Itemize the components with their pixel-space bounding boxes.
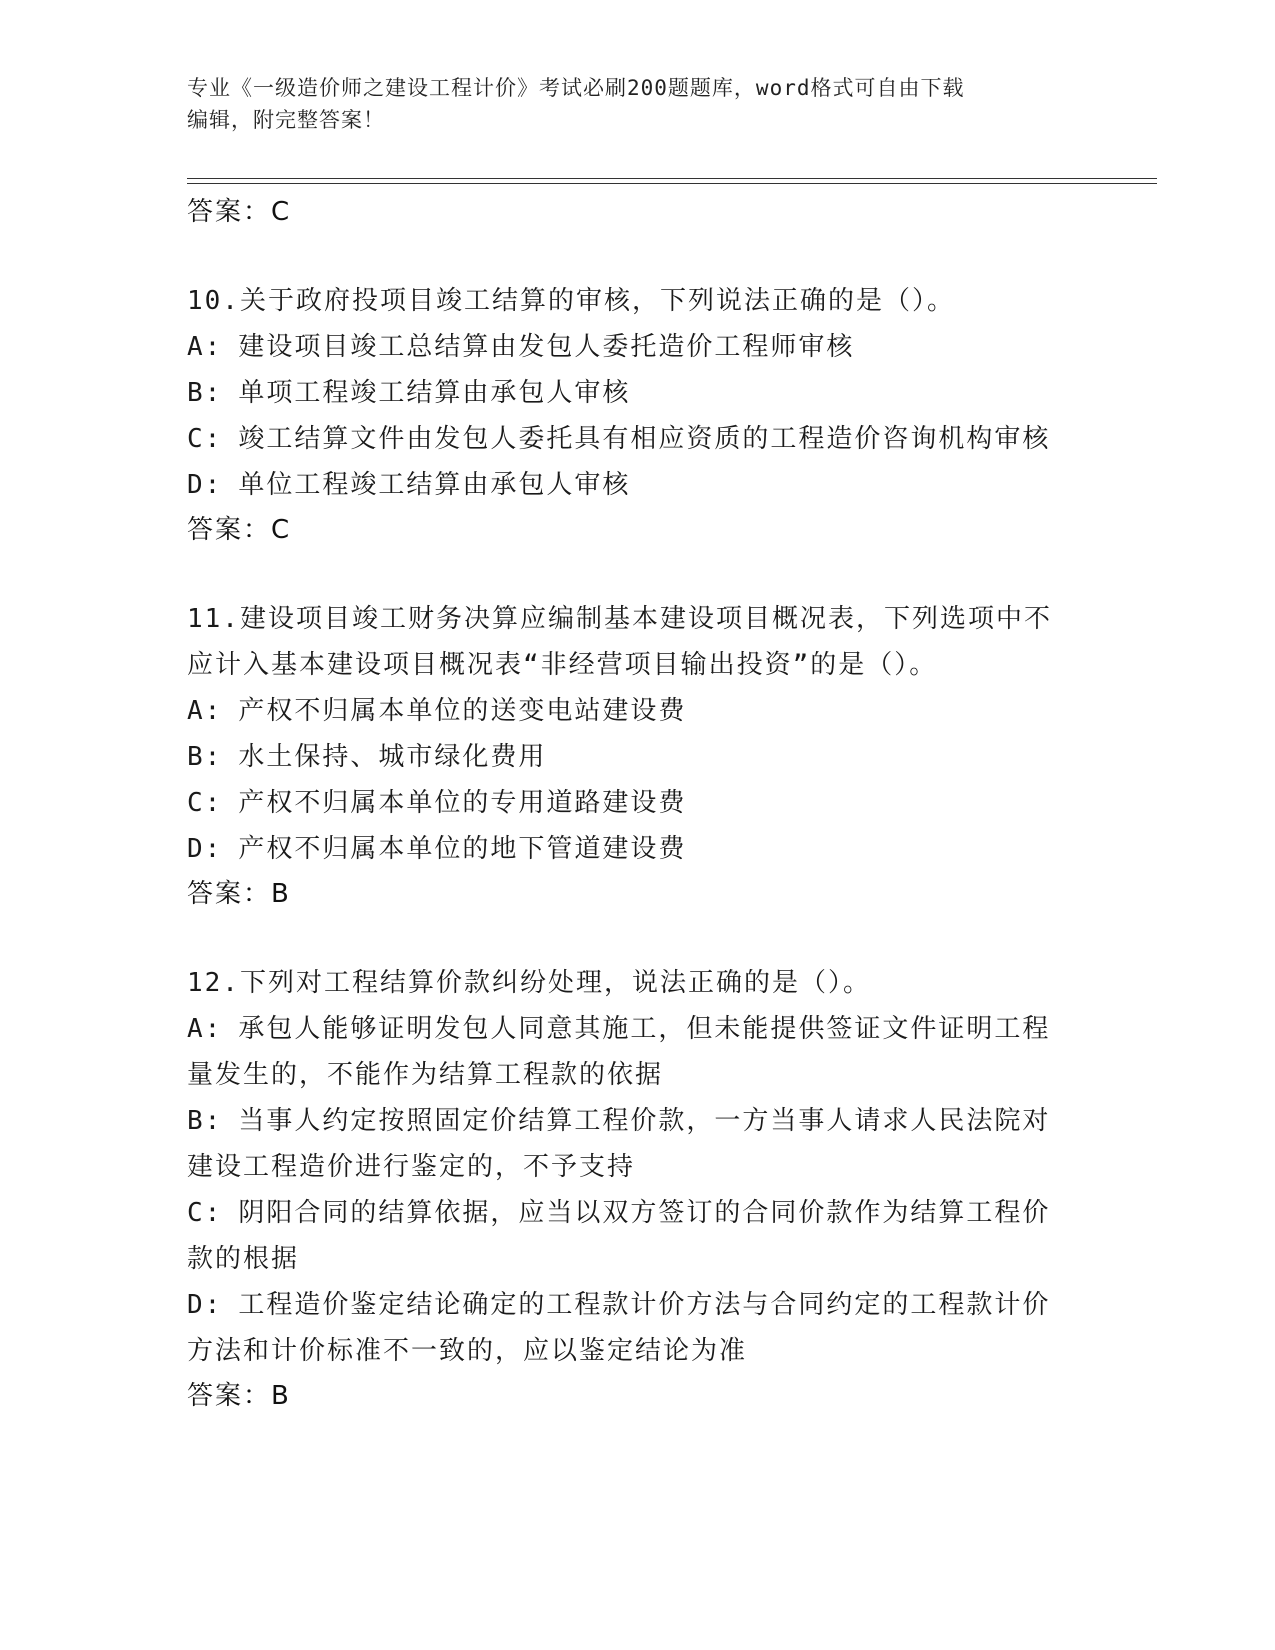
option-key: C: <box>187 1198 223 1228</box>
option-line <box>187 324 1077 370</box>
option-line <box>187 1328 1077 1374</box>
option-key: B: <box>187 1106 223 1136</box>
option-line <box>187 780 1077 826</box>
option-line <box>187 416 1077 462</box>
question-list <box>187 278 1077 1418</box>
option-line <box>187 688 1077 734</box>
question-block <box>187 960 1077 1418</box>
option-line <box>187 1190 1077 1236</box>
question-stem: 应计入基本建设项目概况表“非经营项目输出投资”的是（）。 <box>187 650 938 680</box>
option-key: A: <box>187 1014 223 1044</box>
option-line <box>187 1006 1077 1052</box>
option-key: B: <box>187 742 223 772</box>
option-text: 阴阳合同的结算依据，应当以双方签订的合同价款作为结算工程价 <box>238 1198 1051 1228</box>
option-text: 当事人约定按照固定价结算工程价款，一方当事人请求人民法院对 <box>238 1106 1051 1136</box>
header-divider <box>187 178 1157 184</box>
option-line <box>187 462 1077 508</box>
option-line <box>187 1052 1077 1098</box>
option-key: A: <box>187 332 223 362</box>
option-text: 水土保持、城市绿化费用 <box>238 742 547 772</box>
header-line-2: 编辑，附完整答案！ <box>187 108 385 132</box>
option-line <box>187 1282 1077 1328</box>
question-stem: 11.建设项目竣工财务决算应编制基本建设项目概况表，下列选项中不 <box>187 604 1052 634</box>
option-text: 产权不归属本单位的专用道路建设费 <box>238 788 687 818</box>
header-line-1: 专业《一级造价师之建设工程计价》考试必刷200题题库，word格式可自由下载 <box>187 76 965 100</box>
answer-line <box>187 190 1077 234</box>
option-text: 量发生的，不能作为结算工程款的依据 <box>187 1060 664 1090</box>
option-line <box>187 1236 1077 1282</box>
option-text: 建设工程造价进行鉴定的，不予支持 <box>187 1152 636 1182</box>
option-key: D: <box>187 834 223 864</box>
option-line <box>187 370 1077 416</box>
option-text: 承包人能够证明发包人同意其施工，但未能提供签证文件证明工程 <box>238 1014 1051 1044</box>
option-text: 工程造价鉴定结论确定的工程款计价方法与合同约定的工程款计价 <box>238 1290 1051 1320</box>
answer-line <box>187 508 1077 552</box>
option-key: D: <box>187 1290 223 1320</box>
answer-label: 答案： <box>187 515 272 545</box>
answer-label: 答案： <box>187 1381 272 1411</box>
option-text: 建设项目竣工总结算由发包人委托造价工程师审核 <box>238 332 855 362</box>
answer-value: C <box>271 197 290 227</box>
page-header <box>187 72 1077 136</box>
option-key: B: <box>187 378 223 408</box>
option-key: C: <box>187 788 223 818</box>
option-line <box>187 1098 1077 1144</box>
question-block <box>187 596 1077 916</box>
answer-value: B <box>271 879 289 909</box>
answer-label: 答案： <box>187 197 272 227</box>
option-text: 产权不归属本单位的地下管道建设费 <box>238 834 687 864</box>
option-key: D: <box>187 470 223 500</box>
answer-line <box>187 872 1077 916</box>
answer-line <box>187 1374 1077 1418</box>
option-text: 方法和计价标准不一致的，应以鉴定结论为准 <box>187 1336 748 1366</box>
option-text: 竣工结算文件由发包人委托具有相应资质的工程造价咨询机构审核 <box>238 424 1051 454</box>
option-key: A: <box>187 696 223 726</box>
option-text: 单位工程竣工结算由承包人审核 <box>238 470 631 500</box>
question-stem: 10.关于政府投项目竣工结算的审核，下列说法正确的是（）。 <box>187 286 955 316</box>
answer-value: C <box>271 515 290 545</box>
question-block <box>187 278 1077 552</box>
option-text: 单项工程竣工结算由承包人审核 <box>238 378 631 408</box>
answer-label: 答案： <box>187 879 272 909</box>
option-line <box>187 734 1077 780</box>
question-stem: 12.下列对工程结算价款纠纷处理，说法正确的是（）。 <box>187 968 871 998</box>
option-text: 款的根据 <box>187 1244 300 1274</box>
option-text: 产权不归属本单位的送变电站建设费 <box>238 696 687 726</box>
document-body <box>187 190 1077 1418</box>
option-line <box>187 826 1077 872</box>
option-key: C: <box>187 424 223 454</box>
answer-value: B <box>271 1381 289 1411</box>
option-line <box>187 1144 1077 1190</box>
